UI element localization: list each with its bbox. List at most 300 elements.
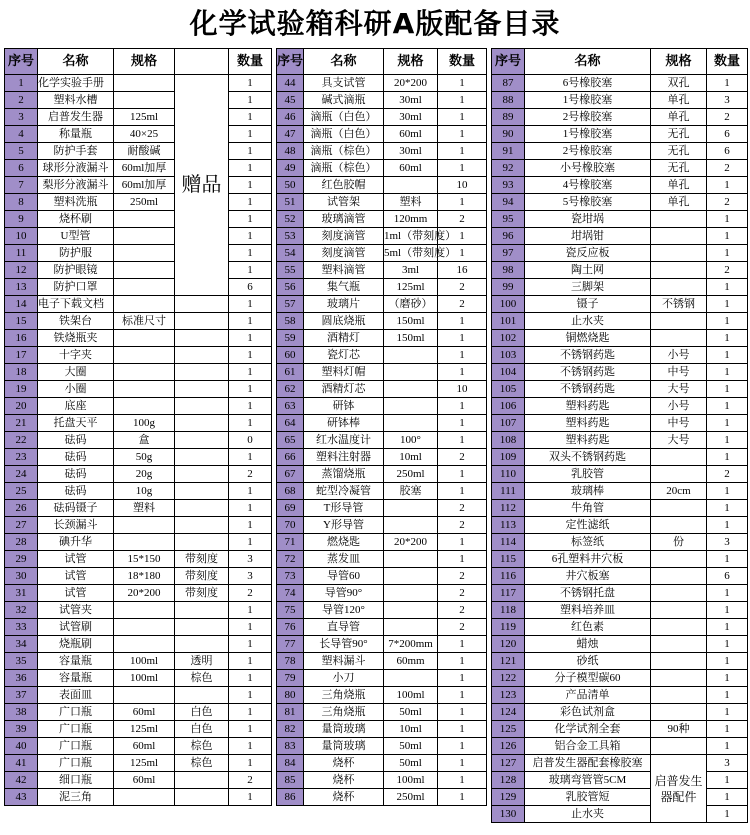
row-number: 41 xyxy=(5,755,38,772)
item-qty: 1 xyxy=(438,721,487,738)
item-qty: 1 xyxy=(438,126,487,143)
table-row xyxy=(492,789,748,806)
item-name: 蒸发皿 xyxy=(304,551,384,568)
item-name: 研钵 xyxy=(304,398,384,415)
item-name: 试管架 xyxy=(304,194,384,211)
item-qty: 2 xyxy=(438,517,487,534)
item-note xyxy=(175,619,229,636)
item-spec: 胶塞 xyxy=(384,483,438,500)
item-name: 砂纸 xyxy=(525,653,651,670)
item-qty: 2 xyxy=(229,772,272,789)
item-spec xyxy=(651,670,707,687)
row-number: 80 xyxy=(277,687,304,704)
row-number: 17 xyxy=(5,347,38,364)
item-spec xyxy=(114,92,175,109)
table-row xyxy=(492,364,748,381)
item-spec: 3ml xyxy=(384,262,438,279)
table-row xyxy=(277,398,487,415)
item-qty: 1 xyxy=(229,534,272,551)
row-number: 35 xyxy=(5,653,38,670)
item-name: 标签纸 xyxy=(525,534,651,551)
item-spec xyxy=(114,381,175,398)
item-name: 防护手套 xyxy=(38,143,114,160)
item-note: 棕色 xyxy=(175,670,229,687)
table-row xyxy=(277,347,487,364)
table-row xyxy=(277,466,487,483)
item-name: 试管 xyxy=(38,585,114,602)
header-qty: 数量 xyxy=(229,49,272,75)
item-qty: 1 xyxy=(438,772,487,789)
item-spec xyxy=(651,619,707,636)
item-qty: 1 xyxy=(438,755,487,772)
table-row xyxy=(277,585,487,602)
table-row xyxy=(492,551,748,568)
row-number: 66 xyxy=(277,449,304,466)
table-row xyxy=(5,738,272,755)
item-name: 滴瓶（棕色） xyxy=(304,143,384,160)
item-spec: 塑料 xyxy=(114,500,175,517)
table-row xyxy=(5,449,272,466)
item-qty: 6 xyxy=(707,126,748,143)
item-name: 铁烧瓶夹 xyxy=(38,330,114,347)
item-qty: 1 xyxy=(438,466,487,483)
item-spec: 60ml加厚 xyxy=(114,177,175,194)
header-spec: 规格 xyxy=(651,49,707,75)
row-number: 84 xyxy=(277,755,304,772)
row-number: 11 xyxy=(5,245,38,262)
row-number: 59 xyxy=(277,330,304,347)
item-name: 塑料水槽 xyxy=(38,92,114,109)
row-number: 120 xyxy=(492,636,525,653)
item-qty: 1 xyxy=(229,109,272,126)
table-row xyxy=(5,568,272,585)
item-qty: 1 xyxy=(438,347,487,364)
row-number: 57 xyxy=(277,296,304,313)
row-number: 12 xyxy=(5,262,38,279)
item-name: 砝码镊子 xyxy=(38,500,114,517)
item-name: 具支试管 xyxy=(304,75,384,92)
item-spec xyxy=(114,398,175,415)
table-row xyxy=(277,143,487,160)
item-qty: 1 xyxy=(707,177,748,194)
item-name: 量筒玻璃 xyxy=(304,721,384,738)
item-spec: 100g xyxy=(114,415,175,432)
item-qty: 1 xyxy=(707,330,748,347)
item-qty: 2 xyxy=(438,279,487,296)
item-spec xyxy=(114,534,175,551)
item-qty: 1 xyxy=(438,143,487,160)
item-qty: 1 xyxy=(229,347,272,364)
table-row xyxy=(5,789,272,806)
item-qty: 2 xyxy=(229,466,272,483)
row-number: 122 xyxy=(492,670,525,687)
item-spec xyxy=(651,245,707,262)
item-name: 塑料注射器 xyxy=(304,449,384,466)
item-note xyxy=(175,449,229,466)
item-spec xyxy=(114,364,175,381)
table-row xyxy=(277,296,487,313)
row-number: 118 xyxy=(492,602,525,619)
table-row xyxy=(492,245,748,262)
item-spec: 125ml xyxy=(114,755,175,772)
table-row xyxy=(277,619,487,636)
item-qty: 1 xyxy=(438,738,487,755)
item-qty: 1 xyxy=(438,670,487,687)
table-row xyxy=(5,704,272,721)
table-row xyxy=(492,347,748,364)
item-name: 坩埚钳 xyxy=(525,228,651,245)
item-name: 塑料药匙 xyxy=(525,398,651,415)
item-spec xyxy=(384,517,438,534)
item-spec: 60mm xyxy=(384,653,438,670)
row-number: 121 xyxy=(492,653,525,670)
item-name: 泥三角 xyxy=(38,789,114,806)
page-title: 化学试验箱科研A版配备目录 xyxy=(189,7,561,40)
item-name: 刻度滴管 xyxy=(304,228,384,245)
item-name: 酒精灯 xyxy=(304,330,384,347)
item-qty: 1 xyxy=(438,92,487,109)
item-spec: 30ml xyxy=(384,143,438,160)
item-qty: 1 xyxy=(229,296,272,313)
item-spec xyxy=(384,500,438,517)
item-note: 带刻度 xyxy=(175,585,229,602)
item-spec: 30ml xyxy=(384,109,438,126)
row-number: 97 xyxy=(492,245,525,262)
item-name: 分子模型碳60 xyxy=(525,670,651,687)
row-number: 43 xyxy=(5,789,38,806)
item-spec: 标准尺寸 xyxy=(114,313,175,330)
item-spec: 20cm xyxy=(651,483,707,500)
item-name: 不锈钢药匙 xyxy=(525,347,651,364)
item-name: 烧杯 xyxy=(304,772,384,789)
item-spec: 100° xyxy=(384,432,438,449)
item-name: 酒精灯芯 xyxy=(304,381,384,398)
row-number: 39 xyxy=(5,721,38,738)
row-number: 96 xyxy=(492,228,525,245)
item-note xyxy=(175,534,229,551)
row-number: 107 xyxy=(492,415,525,432)
item-spec xyxy=(114,330,175,347)
row-number: 49 xyxy=(277,160,304,177)
row-number: 53 xyxy=(277,228,304,245)
item-name: 三角烧瓶 xyxy=(304,687,384,704)
row-number: 105 xyxy=(492,381,525,398)
item-note: 棕色 xyxy=(175,755,229,772)
item-name: 塑料洗瓶 xyxy=(38,194,114,211)
row-number: 123 xyxy=(492,687,525,704)
item-spec: 50ml xyxy=(384,738,438,755)
item-spec: 18*180 xyxy=(114,568,175,585)
header-seq: 序号 xyxy=(5,49,38,75)
row-number: 34 xyxy=(5,636,38,653)
item-qty: 1 xyxy=(707,245,748,262)
row-number: 60 xyxy=(277,347,304,364)
item-name: 砝码 xyxy=(38,449,114,466)
item-name: 烧杯刷 xyxy=(38,211,114,228)
item-qty: 1 xyxy=(438,330,487,347)
table-row xyxy=(5,483,272,500)
table-row xyxy=(5,262,272,279)
row-number: 27 xyxy=(5,517,38,534)
item-name: 碱式滴瓶 xyxy=(304,92,384,109)
table-row xyxy=(5,670,272,687)
item-name: 球形分液漏斗 xyxy=(38,160,114,177)
table-row xyxy=(492,653,748,670)
table-row xyxy=(5,415,272,432)
table-row xyxy=(5,279,272,296)
item-spec: 无孔 xyxy=(651,160,707,177)
row-number: 14 xyxy=(5,296,38,313)
table-row xyxy=(492,772,748,789)
item-name: 启普发生器 xyxy=(38,109,114,126)
row-number: 68 xyxy=(277,483,304,500)
item-name: 试管 xyxy=(38,551,114,568)
inventory-table-3 xyxy=(491,48,748,823)
table-row xyxy=(5,126,272,143)
item-name: 十字夹 xyxy=(38,347,114,364)
item-note xyxy=(175,415,229,432)
row-number: 101 xyxy=(492,313,525,330)
table-row xyxy=(492,75,748,92)
item-name: 止水夹 xyxy=(525,806,651,823)
row-number: 98 xyxy=(492,262,525,279)
item-name: 细口瓶 xyxy=(38,772,114,789)
item-spec: 60ml加厚 xyxy=(114,160,175,177)
item-name: 5号橡胶塞 xyxy=(525,194,651,211)
item-name: 三角烧瓶 xyxy=(304,704,384,721)
table-row xyxy=(5,347,272,364)
row-number: 87 xyxy=(492,75,525,92)
row-number: 33 xyxy=(5,619,38,636)
row-number: 129 xyxy=(492,789,525,806)
item-spec: 份 xyxy=(651,534,707,551)
row-number: 75 xyxy=(277,602,304,619)
row-number: 7 xyxy=(5,177,38,194)
item-qty: 1 xyxy=(707,585,748,602)
table-row xyxy=(277,262,487,279)
item-note xyxy=(175,636,229,653)
item-name: 滴瓶（白色） xyxy=(304,109,384,126)
item-name: 塑料漏斗 xyxy=(304,653,384,670)
item-name: 研钵棒 xyxy=(304,415,384,432)
item-note: 带刻度 xyxy=(175,551,229,568)
item-name: 广口瓶 xyxy=(38,738,114,755)
row-number: 24 xyxy=(5,466,38,483)
item-name: 导管90° xyxy=(304,585,384,602)
item-spec: 双孔 xyxy=(651,75,707,92)
item-spec: 小号 xyxy=(651,347,707,364)
table-row xyxy=(492,279,748,296)
item-qty: 1 xyxy=(707,789,748,806)
item-spec: 125ml xyxy=(114,721,175,738)
item-spec xyxy=(114,279,175,296)
item-qty: 1 xyxy=(707,415,748,432)
table-row xyxy=(5,500,272,517)
row-number: 18 xyxy=(5,364,38,381)
item-spec: 无孔 xyxy=(651,126,707,143)
item-note xyxy=(175,347,229,364)
header-name: 名称 xyxy=(38,49,114,75)
item-spec xyxy=(651,517,707,534)
row-number: 100 xyxy=(492,296,525,313)
item-name: 容量瓶 xyxy=(38,670,114,687)
item-spec xyxy=(651,568,707,585)
item-qty: 1 xyxy=(707,551,748,568)
row-number: 58 xyxy=(277,313,304,330)
item-name: 圆底烧瓶 xyxy=(304,313,384,330)
item-name: 防护口罩 xyxy=(38,279,114,296)
item-qty: 1 xyxy=(229,449,272,466)
item-qty: 1 xyxy=(438,636,487,653)
table-row xyxy=(492,211,748,228)
item-qty: 1 xyxy=(229,687,272,704)
item-name: Y形导管 xyxy=(304,517,384,534)
item-qty: 1 xyxy=(707,704,748,721)
item-spec: 60ml xyxy=(114,704,175,721)
item-spec: 单孔 xyxy=(651,109,707,126)
item-name: 长颈漏斗 xyxy=(38,517,114,534)
item-note xyxy=(175,330,229,347)
row-number: 124 xyxy=(492,704,525,721)
item-qty: 1 xyxy=(229,517,272,534)
row-number: 47 xyxy=(277,126,304,143)
item-note xyxy=(175,398,229,415)
item-name: 托盘天平 xyxy=(38,415,114,432)
item-name: 乳胶管短 xyxy=(525,789,651,806)
item-spec xyxy=(384,670,438,687)
item-name: 试管刷 xyxy=(38,619,114,636)
row-number: 95 xyxy=(492,211,525,228)
item-qty: 2 xyxy=(229,585,272,602)
item-qty: 1 xyxy=(438,534,487,551)
item-qty: 1 xyxy=(707,738,748,755)
table-row xyxy=(277,211,487,228)
row-number: 102 xyxy=(492,330,525,347)
item-spec: 单孔 xyxy=(651,194,707,211)
item-qty: 1 xyxy=(229,126,272,143)
table-row xyxy=(5,517,272,534)
row-number: 115 xyxy=(492,551,525,568)
item-spec xyxy=(114,228,175,245)
row-number: 21 xyxy=(5,415,38,432)
item-qty: 1 xyxy=(707,296,748,313)
row-number: 29 xyxy=(5,551,38,568)
table-row xyxy=(277,653,487,670)
row-number: 106 xyxy=(492,398,525,415)
row-number: 79 xyxy=(277,670,304,687)
item-name: 量筒玻璃 xyxy=(304,738,384,755)
item-qty: 2 xyxy=(438,602,487,619)
table-row xyxy=(277,177,487,194)
item-qty: 1 xyxy=(707,517,748,534)
item-spec xyxy=(651,228,707,245)
row-number: 126 xyxy=(492,738,525,755)
item-qty: 1 xyxy=(438,109,487,126)
table-row xyxy=(277,568,487,585)
row-number: 56 xyxy=(277,279,304,296)
item-qty: 1 xyxy=(707,228,748,245)
item-spec xyxy=(114,245,175,262)
table-row xyxy=(277,313,487,330)
item-spec xyxy=(651,602,707,619)
item-spec xyxy=(114,619,175,636)
table-row xyxy=(277,381,487,398)
item-qty: 1 xyxy=(229,313,272,330)
item-name: 井穴板塞 xyxy=(525,568,651,585)
row-number: 91 xyxy=(492,143,525,160)
item-name: 刻度滴管 xyxy=(304,245,384,262)
item-name: 碘升华 xyxy=(38,534,114,551)
item-name: 瓷灯芯 xyxy=(304,347,384,364)
item-qty: 1 xyxy=(707,75,748,92)
table-row xyxy=(5,245,272,262)
item-qty: 1 xyxy=(707,653,748,670)
row-number: 111 xyxy=(492,483,525,500)
item-qty: 1 xyxy=(438,313,487,330)
table-row xyxy=(277,364,487,381)
item-spec: 40×25 xyxy=(114,126,175,143)
item-qty: 3 xyxy=(229,551,272,568)
table-row xyxy=(492,755,748,772)
item-qty: 1 xyxy=(707,602,748,619)
table-row xyxy=(492,585,748,602)
item-spec xyxy=(651,466,707,483)
table-row xyxy=(492,143,748,160)
item-spec xyxy=(114,211,175,228)
row-number: 32 xyxy=(5,602,38,619)
item-name: 砝码 xyxy=(38,483,114,500)
item-name: 防护服 xyxy=(38,245,114,262)
item-qty: 3 xyxy=(707,92,748,109)
item-spec: 100ml xyxy=(384,687,438,704)
row-number: 30 xyxy=(5,568,38,585)
row-number: 116 xyxy=(492,568,525,585)
item-name: 小刀 xyxy=(304,670,384,687)
item-name: 试管夹 xyxy=(38,602,114,619)
item-name: 烧杯 xyxy=(304,789,384,806)
table-row xyxy=(492,92,748,109)
item-name: 三脚架 xyxy=(525,279,651,296)
table-row xyxy=(5,228,272,245)
item-note xyxy=(175,432,229,449)
item-name: 梨形分液漏斗 xyxy=(38,177,114,194)
item-name: 塑料药匙 xyxy=(525,415,651,432)
item-name: 玻璃弯管管5CM xyxy=(525,772,651,789)
table-row xyxy=(5,177,272,194)
table-row xyxy=(277,483,487,500)
item-name: 彩色试剂盒 xyxy=(525,704,651,721)
row-number: 48 xyxy=(277,143,304,160)
row-number: 108 xyxy=(492,432,525,449)
item-name: 长导管90° xyxy=(304,636,384,653)
item-spec: 无孔 xyxy=(651,143,707,160)
item-spec xyxy=(651,551,707,568)
header-spec: 规格 xyxy=(114,49,175,75)
row-number: 110 xyxy=(492,466,525,483)
row-number: 3 xyxy=(5,109,38,126)
item-name: 瓷反应板 xyxy=(525,245,651,262)
item-name: 瓷坩埚 xyxy=(525,211,651,228)
item-name: 集气瓶 xyxy=(304,279,384,296)
item-spec xyxy=(384,177,438,194)
item-name: 启普发生器配套橡胶塞 xyxy=(525,755,651,772)
item-spec xyxy=(114,602,175,619)
table-row xyxy=(492,313,748,330)
item-spec xyxy=(651,313,707,330)
header-spec: 规格 xyxy=(384,49,438,75)
item-qty: 1 xyxy=(707,449,748,466)
item-spec: 30ml xyxy=(384,92,438,109)
